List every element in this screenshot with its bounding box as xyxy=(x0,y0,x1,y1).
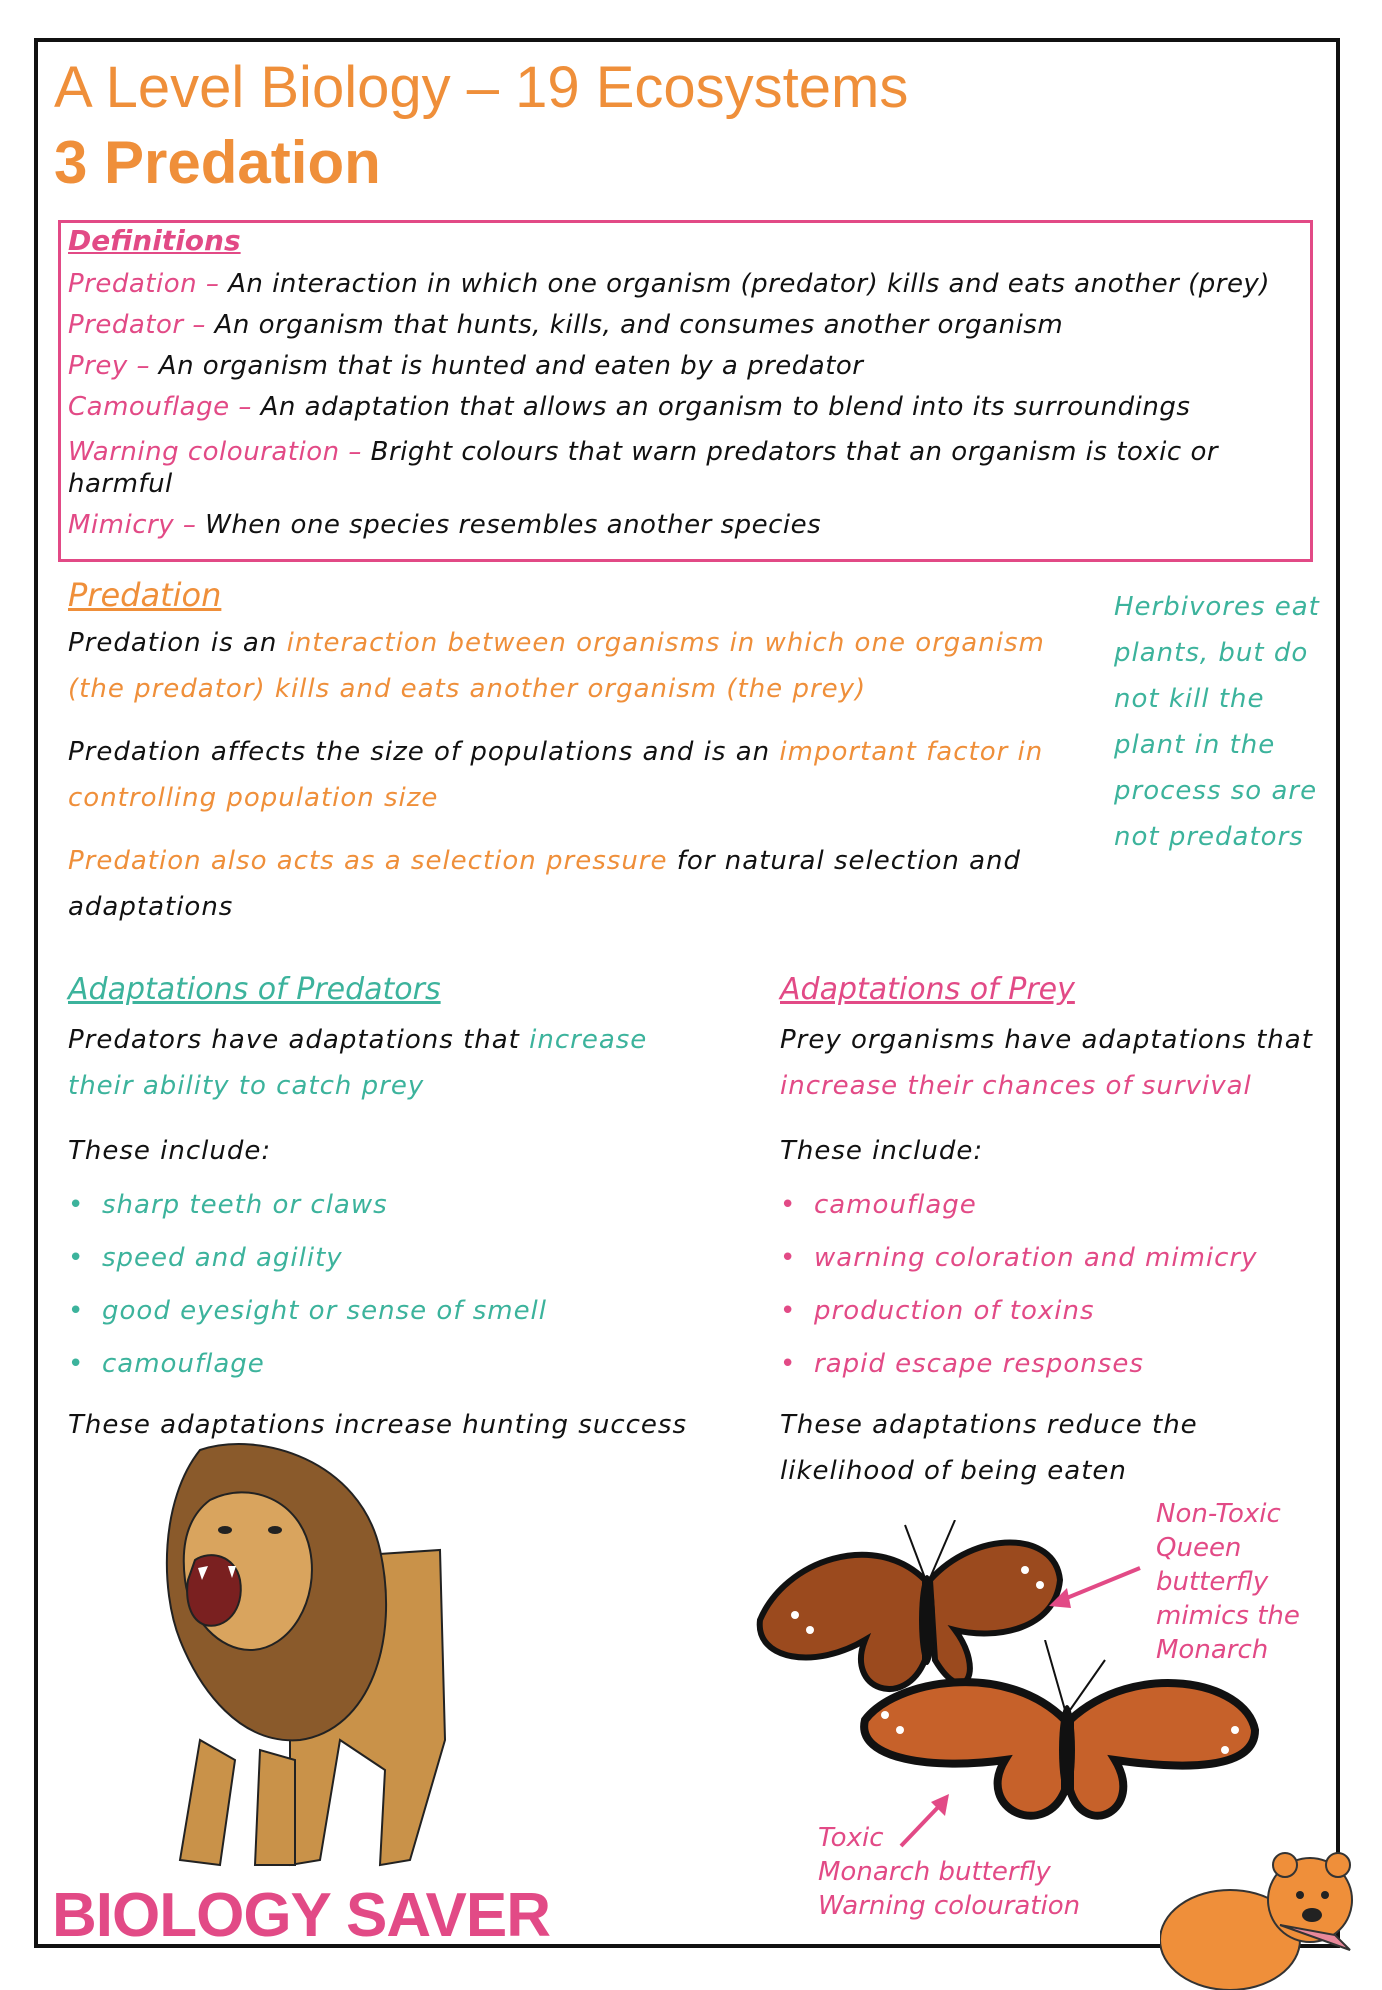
definition-predator xyxy=(68,309,1298,341)
definition-warning-colouration xyxy=(68,436,1298,500)
prey-list xyxy=(780,1190,1258,1402)
predators-intro xyxy=(68,1017,688,1109)
queen-arrow-icon xyxy=(1045,1560,1145,1620)
predators-intro-text: Predators have adaptations that xyxy=(68,1025,520,1055)
queen-label-line: Monarch xyxy=(1156,1635,1269,1665)
definition-camouflage xyxy=(68,391,1298,423)
predators-heading: Adaptations of Predators xyxy=(68,972,441,1007)
definition-term: Prey – xyxy=(68,351,151,381)
definition-text: An organism that hunts, kills, and consumes another organism xyxy=(214,310,1064,340)
definition-prey xyxy=(68,350,1298,382)
list-item: • camouflage xyxy=(68,1349,547,1402)
list-item: • warning coloration and mimicry xyxy=(780,1243,1258,1296)
page-subtitle: 3 Predation xyxy=(54,129,381,196)
list-item: • production of toxins xyxy=(780,1296,1258,1349)
monarch-label-line: Toxic xyxy=(818,1823,884,1853)
definition-text: An interaction in which one organism (predator) kills and eats another (prey) xyxy=(228,269,1270,299)
prey-intro xyxy=(780,1017,1320,1109)
predation-paragraph-1 xyxy=(68,620,1088,712)
prey-intro-highlight: increase their chances of survival xyxy=(780,1071,1252,1101)
bear-mascot-icon xyxy=(1160,1840,1360,1990)
predators-intro-highlight: increase their ability to catch prey xyxy=(68,1025,648,1101)
queen-label-line: Non-Toxic xyxy=(1156,1499,1281,1529)
predation-paragraph-3 xyxy=(68,838,1068,930)
lion-illustration xyxy=(140,1440,460,1880)
definition-text: An organism that is hunted and eaten by a predator xyxy=(158,351,864,381)
prey-intro-text: Prey organisms have adaptations that xyxy=(780,1025,1313,1055)
definitions-heading: Definitions xyxy=(68,224,241,257)
definition-term: Predation – xyxy=(68,269,220,299)
queen-label-line: Queen xyxy=(1156,1533,1242,1563)
predation-text: for natural selection and adaptations xyxy=(68,846,1022,922)
predators-summary: These adaptations increase hunting success xyxy=(68,1410,688,1440)
herbivore-side-note: Herbivores eat plants, but do not kill the plant in the process so are not predators xyxy=(1114,592,1320,852)
definition-text: When one species resembles another species xyxy=(205,510,822,540)
queen-label-line: butterfly xyxy=(1156,1567,1269,1597)
definition-predation xyxy=(68,268,1298,300)
predation-paragraph-2 xyxy=(68,729,1088,821)
definition-mimicry xyxy=(68,509,1298,541)
definition-term: Predator – xyxy=(68,310,206,340)
definition-text: Bright colours that warn predators that an organism is toxic or harmful xyxy=(68,437,1219,499)
predators-include: These include: xyxy=(68,1136,272,1166)
prey-heading: Adaptations of Prey xyxy=(780,972,1075,1007)
definition-term: Mimicry – xyxy=(68,510,197,540)
predation-text: Predation is an xyxy=(68,628,278,658)
predation-highlight: interaction between organisms in which one organism (the predator) kills and eats another organism (the prey) xyxy=(68,628,1045,704)
monarch-arrow-icon xyxy=(895,1790,955,1850)
predators-list xyxy=(68,1190,547,1402)
monarch-label-line: Warning colouration xyxy=(818,1891,1081,1921)
biology-saver-logo: BIOLOGY SAVER xyxy=(52,1881,551,1950)
prey-summary: These adaptations reduce the likelihood of being eaten xyxy=(780,1410,1198,1486)
predation-highlight: Predation also acts as a selection pressure xyxy=(68,846,668,876)
list-item: • rapid escape responses xyxy=(780,1349,1258,1402)
list-item: • camouflage xyxy=(780,1190,1258,1243)
definition-term: Camouflage – xyxy=(68,392,252,422)
definition-text: An adaptation that allows an organism to blend into its surroundings xyxy=(260,392,1191,422)
page-title: A Level Biology – 19 Ecosystems xyxy=(54,55,909,120)
predation-heading: Predation xyxy=(68,576,222,614)
definition-term: Warning colouration – xyxy=(68,437,362,467)
monarch-label-line: Monarch butterfly xyxy=(818,1857,1051,1887)
list-item: • good eyesight or sense of smell xyxy=(68,1296,547,1349)
prey-include: These include: xyxy=(780,1136,984,1166)
predation-highlight: important factor in controlling population size xyxy=(68,737,1044,813)
queen-label-line: mimics the xyxy=(1156,1601,1300,1631)
list-item: • speed and agility xyxy=(68,1243,547,1296)
predation-text: Predation affects the size of populations and is an xyxy=(68,737,771,767)
list-item: • sharp teeth or claws xyxy=(68,1190,547,1243)
